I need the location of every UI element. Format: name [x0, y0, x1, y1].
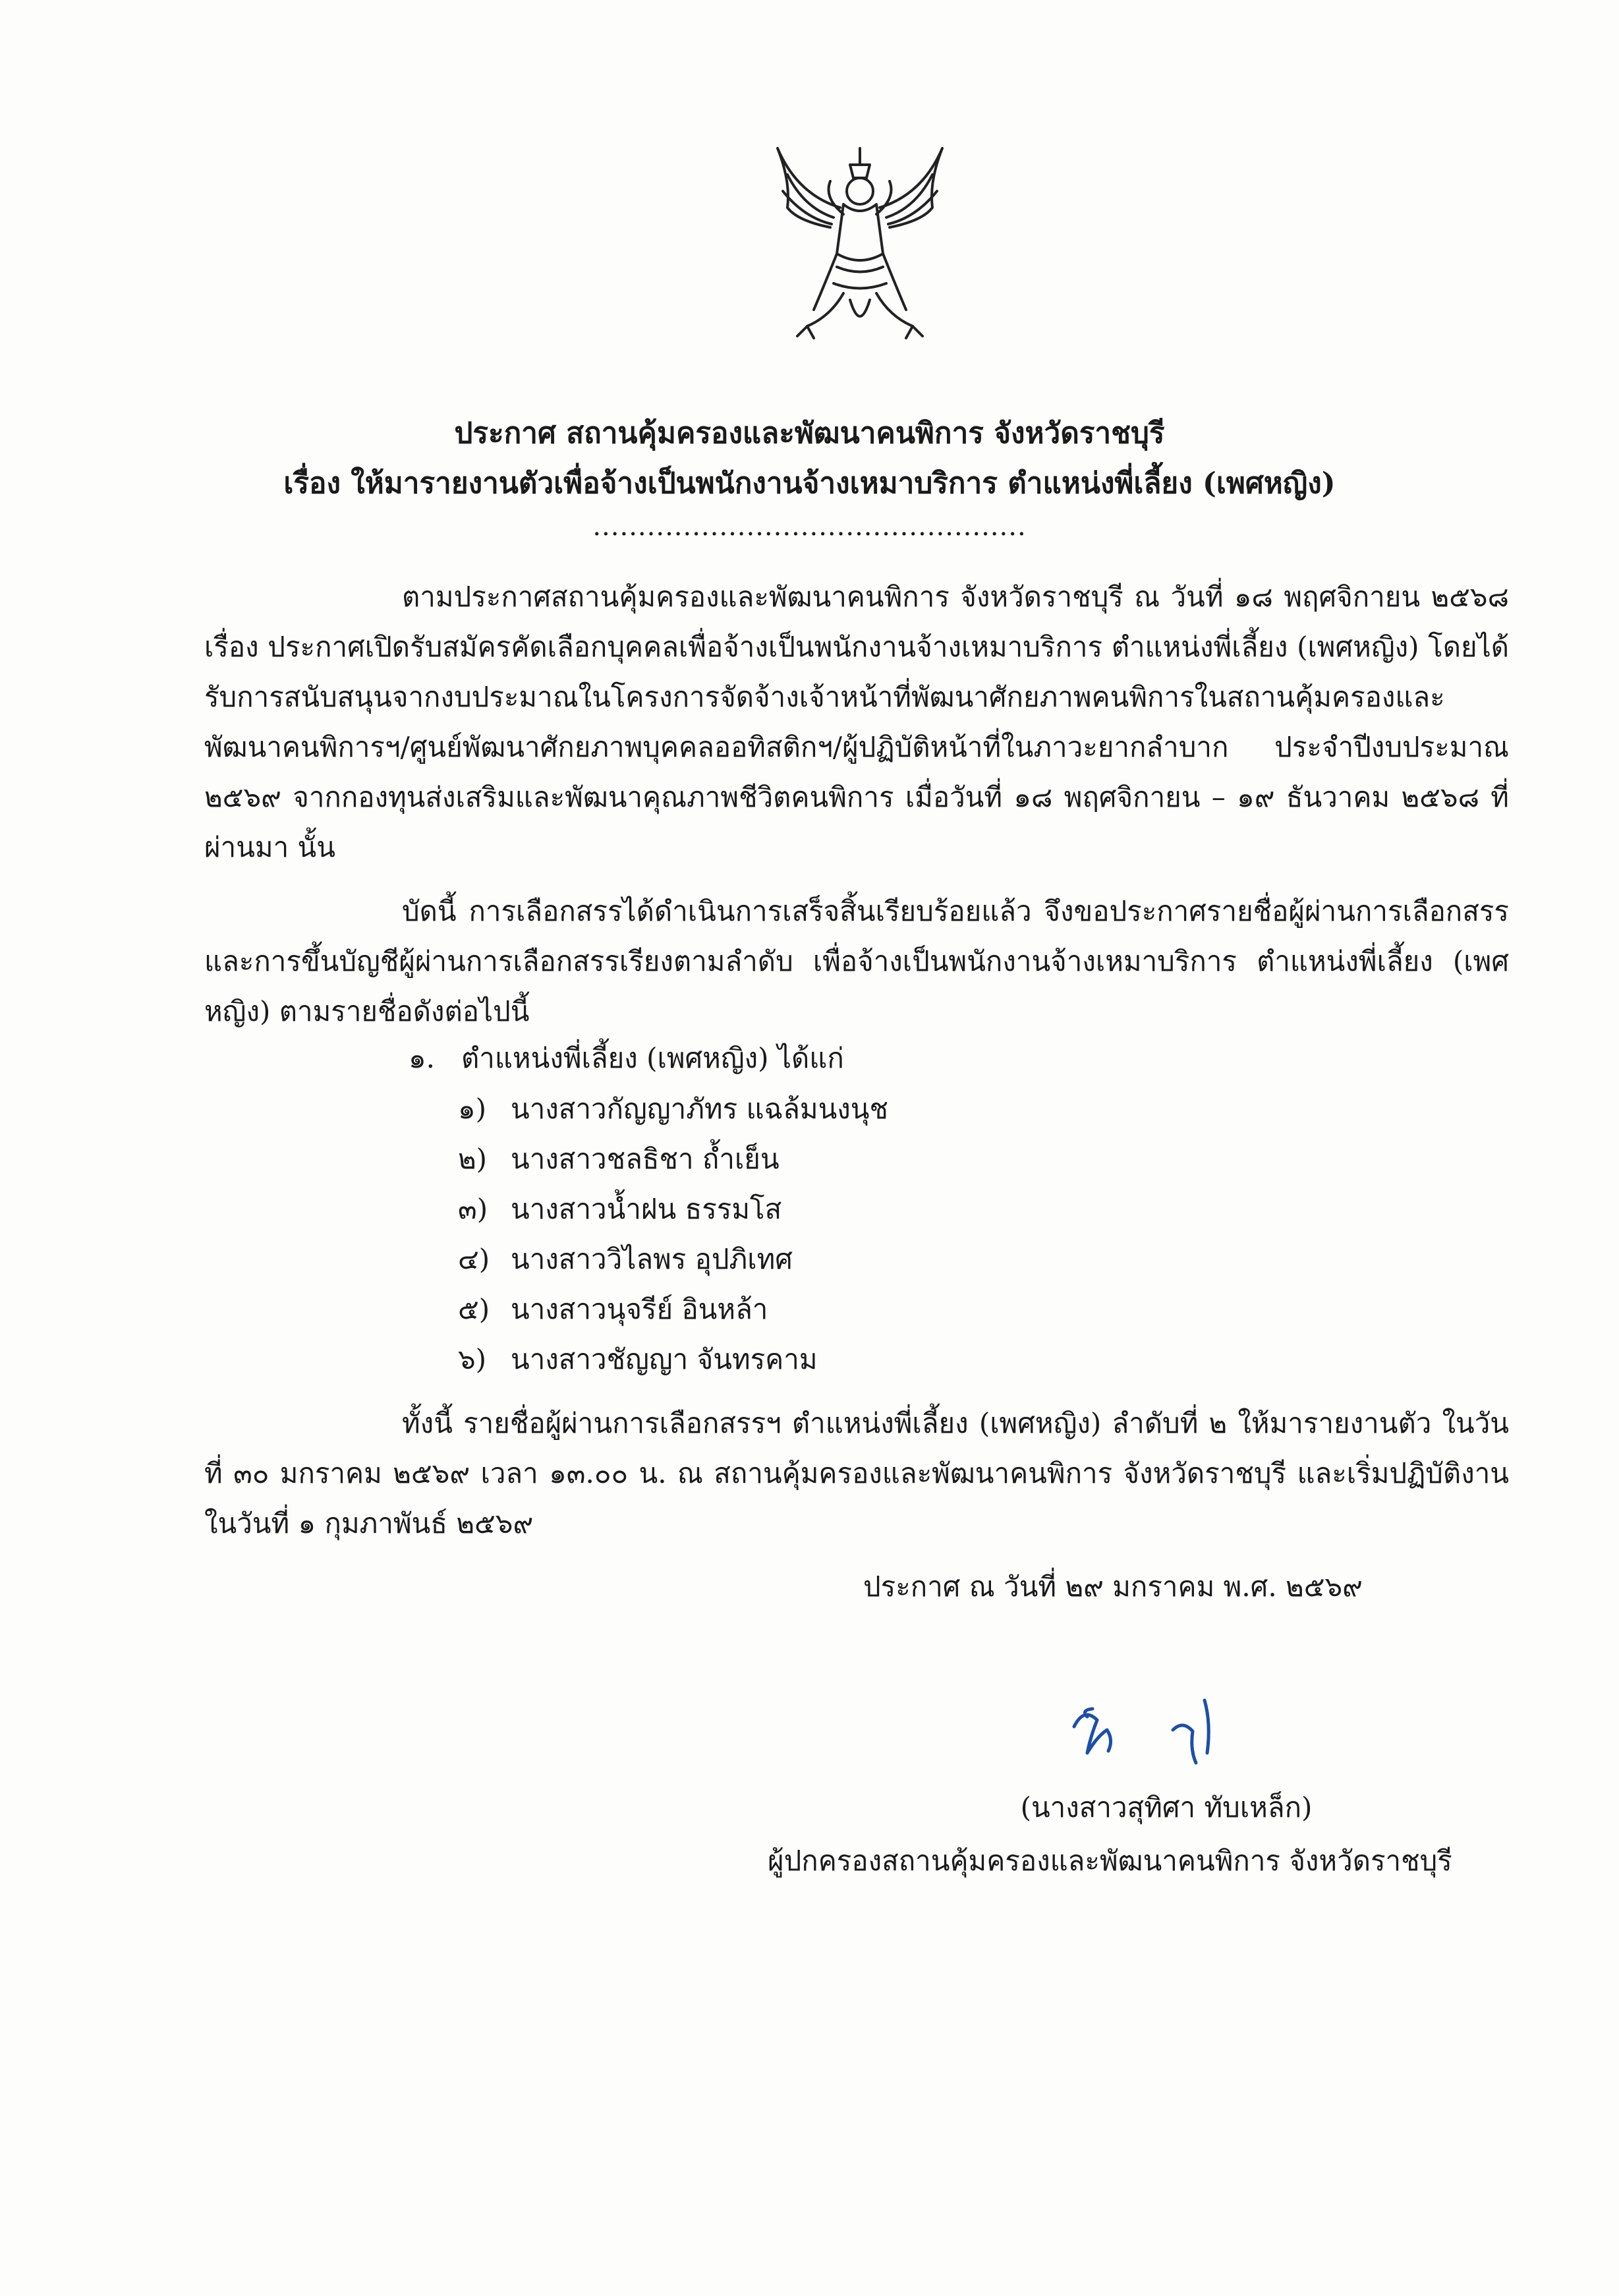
list-number: ๔) [458, 1243, 490, 1275]
candidate-name: นางสาวน้ำฝน ธรรมโส [511, 1193, 782, 1225]
announcement-subject: เรื่อง ให้มารายงานตัวเพื่อจ้างเป็นพนักงานจ้างเหมาบริการ ตำแหน่งพี่เลี้ยง (เพศหญิง) [283, 467, 1336, 500]
list-number: ๖) [458, 1343, 487, 1375]
paragraph-text: ตามประกาศสถานคุ้มครองและพัฒนาคนพิการ จังหวัดราชบุรี ณ วันที่ ๑๘ พฤศจิกายน ๒๕๖๘ เรื่อง ประกาศเปิดรับสมัครคัดเลือกบุคคลเพื่อจ้างเป็นพนักงานจ้างเหมาบริการ ตำแหน่งพี่เลี้ยง (เพศหญิง) โดยได้รับการสนับสนุนจากงบประมาณในโครงการจัดจ้างเจ้าหน้าที่พัฒนาศักยภาพคนพิการในสถานคุ้มครองและพัฒนาคนพิการฯ/ศูนย์พัฒนาศักยภาพบุคคลออทิสติกฯ/ผู้ปฏิบัติหน้าที่ในภาวะยากลำบาก ประจำปีงบประมาณ ๒๕๖๙ จากกองทุนส่งเสริมและพัฒนาคุณภาพชีวิตคนพิการ เมื่อวันที่ ๑๘ พฤศจิกายน – ๑๙ ธันวาคม ๒๕๖๘ ที่ผ่านมา นั้น [204, 581, 1509, 863]
paragraph-text: บัดนี้ การเลือกสรรได้ดำเนินการเสร็จสิ้นเรียบร้อยแล้ว จึงขอประกาศรายชื่อผู้ผ่านการเลือกสรร และการขึ้นบัญชีผู้ผ่านการเลือกสรรเรียงตามลำดับ เพื่อจ้างเป็นพนักงานจ้างเหมาบริการ ตำแหน่งพี่เลี้ยง (เพศหญิง) ตามรายชื่อดังต่อไปนี้ [204, 895, 1509, 1027]
candidate-name: นางสาวกัญญาภัทร แฉล้มนงนุช [511, 1093, 889, 1125]
position-number: ๑. [409, 1042, 436, 1074]
list-item [458, 1084, 888, 1134]
candidate-list [458, 1084, 888, 1385]
paragraph-text: ทั้งนี้ รายชื่อผู้ผ่านการเลือกสรรฯ ตำแหน่งพี่เลี้ยง (เพศหญิง) ลำดับที่ ๒ ให้มารายงานตัว ในวันที่ ๓๐ มกราคม ๒๕๖๙ เวลา ๑๓.๐๐ น. ณ สถานคุ้มครองและพัฒนาคนพิการ จังหวัดราชบุรี และเริ่มปฏิบัติงานในวันที่ ๑ กุมภาพันธ์ ๒๕๖๙ [204, 1407, 1510, 1539]
paragraph-background [204, 572, 1509, 873]
paragraph-report-instructions [204, 1398, 1509, 1549]
dotted-divider: ................................................ [592, 511, 1027, 542]
candidate-name: นางสาวชลธิชา ถ้ำเย็น [511, 1143, 780, 1175]
list-item [458, 1234, 888, 1284]
signer-name: (นางสาวสุทิศา ทับเหล็ก) [1020, 1791, 1313, 1823]
announcement-date: ประกาศ ณ วันที่ ๒๙ มกราคม พ.ศ. ๒๕๖๙ [863, 1570, 1363, 1603]
paragraph-result [204, 886, 1509, 1037]
list-item [458, 1134, 888, 1184]
list-number: ๕) [458, 1293, 490, 1325]
list-number: ๑) [458, 1093, 487, 1125]
position-heading [409, 1033, 844, 1083]
list-item [458, 1284, 888, 1335]
list-item [458, 1184, 888, 1234]
candidate-name: นางสาวชัญญา จันทรคาม [511, 1343, 818, 1375]
position-label: ตำแหน่งพี่เลี้ยง (เพศหญิง) ได้แก่ [461, 1042, 844, 1074]
candidate-name: นางสาววิไลพร อุปภิเทศ [511, 1243, 793, 1275]
garuda-emblem-icon [751, 135, 969, 346]
list-item [458, 1335, 888, 1385]
list-number: ๓) [458, 1193, 488, 1225]
announcement-title: ประกาศ สถานคุ้มครองและพัฒนาคนพิการ จังหวัดราชบุรี [454, 416, 1165, 450]
signer-title: ผู้ปกครองสถานคุ้มครองและพัฒนาคนพิการ จังหวัดราชบุรี [768, 1845, 1452, 1877]
candidate-name: นางสาวนุจรีย์ อินหล้า [511, 1293, 768, 1325]
list-number: ๒) [458, 1143, 488, 1175]
handwritten-signature [1061, 1690, 1245, 1769]
